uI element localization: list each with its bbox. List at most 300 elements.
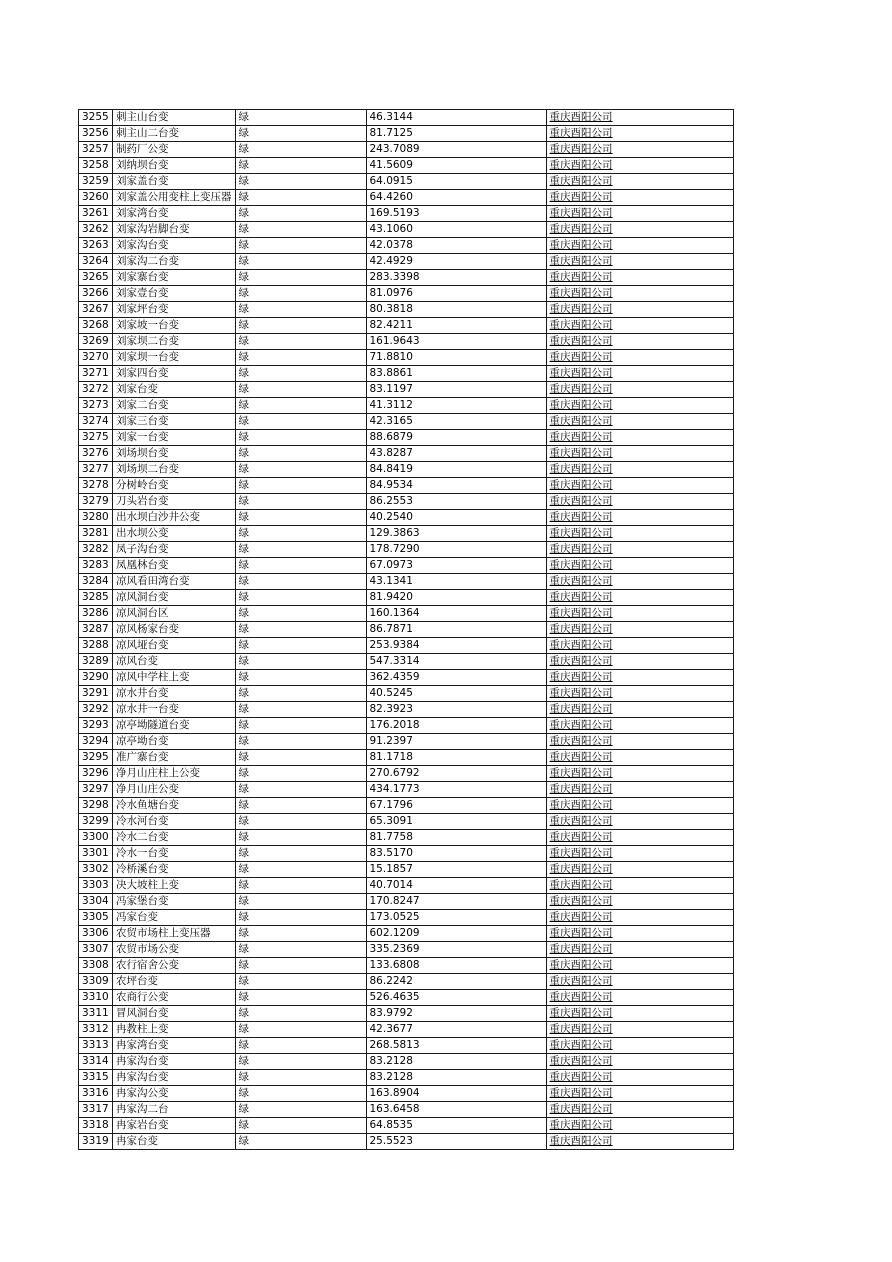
table-row [79, 142, 734, 158]
company-cell: 重庆酉阳公司 [546, 638, 733, 654]
company-cell: 重庆酉阳公司 [546, 1102, 733, 1118]
company-cell: 重庆酉阳公司 [546, 990, 733, 1006]
company-cell: 重庆酉阳公司 [546, 446, 733, 462]
value-cell: 81.1718 [366, 750, 546, 766]
value-cell: 602.1209 [366, 926, 546, 942]
row-id-cell: 3303 [79, 878, 113, 894]
table-row [79, 1086, 734, 1102]
status-cell: 绿 [235, 1038, 366, 1054]
table-row [79, 1118, 734, 1134]
value-cell: 270.6792 [366, 766, 546, 782]
status-cell: 绿 [235, 590, 366, 606]
table-row [79, 382, 734, 398]
table-row [79, 1006, 734, 1022]
status-cell: 绿 [235, 334, 366, 350]
station-name-cell: 刘家坡一台变 [113, 318, 236, 334]
station-name-cell: 农贸市场公变 [113, 942, 236, 958]
station-name-cell: 凤凰林台变 [113, 558, 236, 574]
status-cell: 绿 [235, 222, 366, 238]
value-cell: 283.3398 [366, 270, 546, 286]
company-cell: 重庆酉阳公司 [546, 558, 733, 574]
status-cell: 绿 [235, 158, 366, 174]
station-name-cell: 出水坝公变 [113, 526, 236, 542]
status-cell: 绿 [235, 782, 366, 798]
table-row [79, 350, 734, 366]
table-row [79, 798, 734, 814]
company-cell: 重庆酉阳公司 [546, 254, 733, 270]
row-id-cell: 3270 [79, 350, 113, 366]
status-cell: 绿 [235, 750, 366, 766]
table-row [79, 158, 734, 174]
company-cell: 重庆酉阳公司 [546, 222, 733, 238]
row-id-cell: 3255 [79, 110, 113, 126]
status-cell: 绿 [235, 446, 366, 462]
value-cell: 82.3923 [366, 702, 546, 718]
company-cell: 重庆酉阳公司 [546, 974, 733, 990]
table-row [79, 846, 734, 862]
row-id-cell: 3306 [79, 926, 113, 942]
status-cell: 绿 [235, 398, 366, 414]
row-id-cell: 3273 [79, 398, 113, 414]
station-name-cell: 刘场坝二台变 [113, 462, 236, 478]
value-cell: 253.9384 [366, 638, 546, 654]
value-cell: 65.3091 [366, 814, 546, 830]
station-name-cell: 冉家湾台变 [113, 1038, 236, 1054]
row-id-cell: 3285 [79, 590, 113, 606]
table-row [79, 1038, 734, 1054]
status-cell: 绿 [235, 382, 366, 398]
company-cell: 重庆酉阳公司 [546, 238, 733, 254]
station-name-cell: 冷水一台变 [113, 846, 236, 862]
station-name-cell: 出水坝白沙井公变 [113, 510, 236, 526]
station-name-cell: 冉家岩台变 [113, 1118, 236, 1134]
row-id-cell: 3309 [79, 974, 113, 990]
value-cell: 88.6879 [366, 430, 546, 446]
company-cell: 重庆酉阳公司 [546, 270, 733, 286]
station-name-cell: 冉家沟台变 [113, 1070, 236, 1086]
table-row [79, 1134, 734, 1150]
company-cell: 重庆酉阳公司 [546, 1086, 733, 1102]
table-row [79, 606, 734, 622]
row-id-cell: 3271 [79, 366, 113, 382]
value-cell: 25.5523 [366, 1134, 546, 1150]
station-name-cell: 冷水二台变 [113, 830, 236, 846]
table-row [79, 270, 734, 286]
row-id-cell: 3316 [79, 1086, 113, 1102]
value-cell: 67.0973 [366, 558, 546, 574]
company-cell: 重庆酉阳公司 [546, 302, 733, 318]
station-name-cell: 冷水鱼塘台变 [113, 798, 236, 814]
station-name-cell: 刘家壹台变 [113, 286, 236, 302]
row-id-cell: 3262 [79, 222, 113, 238]
value-cell: 161.9643 [366, 334, 546, 350]
station-name-cell: 刘家沟二台变 [113, 254, 236, 270]
table-row [79, 174, 734, 190]
table-row [79, 558, 734, 574]
station-name-cell: 冉教柱上变 [113, 1022, 236, 1038]
row-id-cell: 3259 [79, 174, 113, 190]
table-row [79, 1102, 734, 1118]
value-cell: 83.1197 [366, 382, 546, 398]
status-cell: 绿 [235, 478, 366, 494]
station-name-cell: 净月山庄公变 [113, 782, 236, 798]
station-name-cell: 凉风中学柱上变 [113, 670, 236, 686]
value-cell: 71.8810 [366, 350, 546, 366]
company-cell: 重庆酉阳公司 [546, 414, 733, 430]
company-cell: 重庆酉阳公司 [546, 814, 733, 830]
table-row [79, 334, 734, 350]
station-name-cell: 刘家坝一台变 [113, 350, 236, 366]
status-cell: 绿 [235, 350, 366, 366]
value-cell: 169.5193 [366, 206, 546, 222]
status-cell: 绿 [235, 942, 366, 958]
company-cell: 重庆酉阳公司 [546, 462, 733, 478]
row-id-cell: 3288 [79, 638, 113, 654]
station-name-cell: 农行宿舍公变 [113, 958, 236, 974]
station-name-cell: 刘家一台变 [113, 430, 236, 446]
table-row [79, 574, 734, 590]
company-cell: 重庆酉阳公司 [546, 350, 733, 366]
company-cell: 重庆酉阳公司 [546, 286, 733, 302]
row-id-cell: 3296 [79, 766, 113, 782]
company-cell: 重庆酉阳公司 [546, 1054, 733, 1070]
company-cell: 重庆酉阳公司 [546, 1022, 733, 1038]
status-cell: 绿 [235, 686, 366, 702]
value-cell: 163.8904 [366, 1086, 546, 1102]
status-cell: 绿 [235, 1070, 366, 1086]
table-row [79, 318, 734, 334]
value-cell: 86.2242 [366, 974, 546, 990]
company-cell: 重庆酉阳公司 [546, 702, 733, 718]
station-name-cell: 刘家三台变 [113, 414, 236, 430]
spreadsheet-table-container [78, 109, 734, 1150]
table-row [79, 686, 734, 702]
value-cell: 64.0915 [366, 174, 546, 190]
table-row [79, 430, 734, 446]
row-id-cell: 3268 [79, 318, 113, 334]
company-cell: 重庆酉阳公司 [546, 1134, 733, 1150]
value-cell: 42.4929 [366, 254, 546, 270]
station-name-cell: 凉水井台变 [113, 686, 236, 702]
status-cell: 绿 [235, 766, 366, 782]
value-cell: 86.2553 [366, 494, 546, 510]
value-cell: 170.8247 [366, 894, 546, 910]
status-cell: 绿 [235, 1086, 366, 1102]
row-id-cell: 3305 [79, 910, 113, 926]
status-cell: 绿 [235, 958, 366, 974]
status-cell: 绿 [235, 462, 366, 478]
status-cell: 绿 [235, 206, 366, 222]
company-cell: 重庆酉阳公司 [546, 926, 733, 942]
table-row [79, 862, 734, 878]
value-cell: 15.1857 [366, 862, 546, 878]
status-cell: 绿 [235, 1054, 366, 1070]
row-id-cell: 3301 [79, 846, 113, 862]
station-name-cell: 刘家坝二台变 [113, 334, 236, 350]
table-row [79, 638, 734, 654]
status-cell: 绿 [235, 318, 366, 334]
status-cell: 绿 [235, 910, 366, 926]
company-cell: 重庆酉阳公司 [546, 878, 733, 894]
status-cell: 绿 [235, 254, 366, 270]
station-name-cell: 冯家堡台变 [113, 894, 236, 910]
status-cell: 绿 [235, 654, 366, 670]
value-cell: 41.3112 [366, 398, 546, 414]
table-row [79, 254, 734, 270]
status-cell: 绿 [235, 1006, 366, 1022]
value-cell: 268.5813 [366, 1038, 546, 1054]
station-name-cell: 凉亭坳隧道台变 [113, 718, 236, 734]
company-cell: 重庆酉阳公司 [546, 126, 733, 142]
table-row [79, 238, 734, 254]
row-id-cell: 3310 [79, 990, 113, 1006]
station-name-cell: 刺主山台变 [113, 110, 236, 126]
company-cell: 重庆酉阳公司 [546, 766, 733, 782]
table-row [79, 942, 734, 958]
company-cell: 重庆酉阳公司 [546, 334, 733, 350]
table-row [79, 110, 734, 126]
station-name-cell: 凉亭坳台变 [113, 734, 236, 750]
row-id-cell: 3263 [79, 238, 113, 254]
value-cell: 67.1796 [366, 798, 546, 814]
row-id-cell: 3282 [79, 542, 113, 558]
table-row [79, 878, 734, 894]
row-id-cell: 3287 [79, 622, 113, 638]
company-cell: 重庆酉阳公司 [546, 158, 733, 174]
row-id-cell: 3284 [79, 574, 113, 590]
table-row [79, 542, 734, 558]
status-cell: 绿 [235, 830, 366, 846]
row-id-cell: 3276 [79, 446, 113, 462]
value-cell: 80.3818 [366, 302, 546, 318]
company-cell: 重庆酉阳公司 [546, 142, 733, 158]
station-name-cell: 刘纳坝台变 [113, 158, 236, 174]
row-id-cell: 3318 [79, 1118, 113, 1134]
status-cell: 绿 [235, 814, 366, 830]
company-cell: 重庆酉阳公司 [546, 478, 733, 494]
row-id-cell: 3277 [79, 462, 113, 478]
station-name-cell: 冉家沟二台 [113, 1102, 236, 1118]
row-id-cell: 3304 [79, 894, 113, 910]
value-cell: 83.2128 [366, 1054, 546, 1070]
station-name-cell: 凤子沟台变 [113, 542, 236, 558]
station-name-cell: 刘家台变 [113, 382, 236, 398]
value-cell: 84.9534 [366, 478, 546, 494]
table-row [79, 590, 734, 606]
station-name-cell: 制药厂公变 [113, 142, 236, 158]
status-cell: 绿 [235, 894, 366, 910]
value-cell: 41.5609 [366, 158, 546, 174]
status-cell: 绿 [235, 878, 366, 894]
row-id-cell: 3289 [79, 654, 113, 670]
station-name-cell: 农贸市场柱上变压器 [113, 926, 236, 942]
company-cell: 重庆酉阳公司 [546, 942, 733, 958]
company-cell: 重庆酉阳公司 [546, 510, 733, 526]
row-id-cell: 3278 [79, 478, 113, 494]
status-cell: 绿 [235, 974, 366, 990]
station-name-cell: 凉风看田湾台变 [113, 574, 236, 590]
value-cell: 64.4260 [366, 190, 546, 206]
row-id-cell: 3298 [79, 798, 113, 814]
company-cell: 重庆酉阳公司 [546, 1118, 733, 1134]
row-id-cell: 3312 [79, 1022, 113, 1038]
value-cell: 176.2018 [366, 718, 546, 734]
row-id-cell: 3297 [79, 782, 113, 798]
row-id-cell: 3267 [79, 302, 113, 318]
station-name-cell: 冯家台变 [113, 910, 236, 926]
table-row [79, 302, 734, 318]
value-cell: 173.0525 [366, 910, 546, 926]
value-cell: 64.8535 [366, 1118, 546, 1134]
station-data-table [78, 109, 734, 1150]
value-cell: 133.6808 [366, 958, 546, 974]
row-id-cell: 3272 [79, 382, 113, 398]
station-name-cell: 刘家沟台变 [113, 238, 236, 254]
station-name-cell: 凉风台变 [113, 654, 236, 670]
table-row [79, 958, 734, 974]
table-row [79, 926, 734, 942]
value-cell: 46.3144 [366, 110, 546, 126]
table-row [79, 462, 734, 478]
company-cell: 重庆酉阳公司 [546, 686, 733, 702]
row-id-cell: 3307 [79, 942, 113, 958]
status-cell: 绿 [235, 190, 366, 206]
value-cell: 81.7758 [366, 830, 546, 846]
company-cell: 重庆酉阳公司 [546, 574, 733, 590]
company-cell: 重庆酉阳公司 [546, 670, 733, 686]
status-cell: 绿 [235, 110, 366, 126]
station-name-cell: 刀头岩台变 [113, 494, 236, 510]
status-cell: 绿 [235, 718, 366, 734]
row-id-cell: 3283 [79, 558, 113, 574]
station-name-cell: 刘场坝台变 [113, 446, 236, 462]
company-cell: 重庆酉阳公司 [546, 1070, 733, 1086]
row-id-cell: 3280 [79, 510, 113, 526]
status-cell: 绿 [235, 174, 366, 190]
station-name-cell: 刘家沟岩脚台变 [113, 222, 236, 238]
row-id-cell: 3257 [79, 142, 113, 158]
value-cell: 42.3165 [366, 414, 546, 430]
company-cell: 重庆酉阳公司 [546, 430, 733, 446]
status-cell: 绿 [235, 270, 366, 286]
station-name-cell: 决大坡柱上变 [113, 878, 236, 894]
row-id-cell: 3290 [79, 670, 113, 686]
status-cell: 绿 [235, 926, 366, 942]
status-cell: 绿 [235, 302, 366, 318]
table-row [79, 894, 734, 910]
company-cell: 重庆酉阳公司 [546, 846, 733, 862]
table-row [79, 190, 734, 206]
value-cell: 42.3677 [366, 1022, 546, 1038]
value-cell: 40.7014 [366, 878, 546, 894]
value-cell: 91.2397 [366, 734, 546, 750]
company-cell: 重庆酉阳公司 [546, 318, 733, 334]
status-cell: 绿 [235, 846, 366, 862]
station-name-cell: 刘家湾台变 [113, 206, 236, 222]
company-cell: 重庆酉阳公司 [546, 830, 733, 846]
table-body [79, 110, 734, 1150]
status-cell: 绿 [235, 558, 366, 574]
value-cell: 547.3314 [366, 654, 546, 670]
row-id-cell: 3279 [79, 494, 113, 510]
table-row [79, 750, 734, 766]
value-cell: 40.2540 [366, 510, 546, 526]
status-cell: 绿 [235, 990, 366, 1006]
station-name-cell: 刘家寨台变 [113, 270, 236, 286]
station-name-cell: 准广寨台变 [113, 750, 236, 766]
company-cell: 重庆酉阳公司 [546, 398, 733, 414]
table-row [79, 510, 734, 526]
value-cell: 81.9420 [366, 590, 546, 606]
table-row [79, 782, 734, 798]
status-cell: 绿 [235, 702, 366, 718]
station-name-cell: 农坪台变 [113, 974, 236, 990]
status-cell: 绿 [235, 1118, 366, 1134]
row-id-cell: 3275 [79, 430, 113, 446]
value-cell: 83.5170 [366, 846, 546, 862]
row-id-cell: 3300 [79, 830, 113, 846]
station-name-cell: 冉家沟台变 [113, 1054, 236, 1070]
station-name-cell: 刘家盖公用变柱上变压器 [113, 190, 236, 206]
table-row [79, 734, 734, 750]
row-id-cell: 3319 [79, 1134, 113, 1150]
company-cell: 重庆酉阳公司 [546, 174, 733, 190]
status-cell: 绿 [235, 526, 366, 542]
row-id-cell: 3295 [79, 750, 113, 766]
station-name-cell: 农商行公变 [113, 990, 236, 1006]
status-cell: 绿 [235, 862, 366, 878]
station-name-cell: 凉风杨家台变 [113, 622, 236, 638]
table-row [79, 718, 734, 734]
table-row [79, 286, 734, 302]
value-cell: 82.4211 [366, 318, 546, 334]
value-cell: 43.1060 [366, 222, 546, 238]
status-cell: 绿 [235, 414, 366, 430]
value-cell: 83.2128 [366, 1070, 546, 1086]
value-cell: 163.6458 [366, 1102, 546, 1118]
table-row [79, 494, 734, 510]
station-name-cell: 凉风垭台变 [113, 638, 236, 654]
status-cell: 绿 [235, 1022, 366, 1038]
row-id-cell: 3292 [79, 702, 113, 718]
table-row [79, 206, 734, 222]
table-row [79, 766, 734, 782]
row-id-cell: 3261 [79, 206, 113, 222]
value-cell: 434.1773 [366, 782, 546, 798]
table-row [79, 126, 734, 142]
table-row [79, 654, 734, 670]
company-cell: 重庆酉阳公司 [546, 750, 733, 766]
value-cell: 81.7125 [366, 126, 546, 142]
table-row [79, 446, 734, 462]
row-id-cell: 3311 [79, 1006, 113, 1022]
status-cell: 绿 [235, 494, 366, 510]
station-name-cell: 净月山庄柱上公变 [113, 766, 236, 782]
table-row [79, 222, 734, 238]
value-cell: 81.0976 [366, 286, 546, 302]
status-cell: 绿 [235, 142, 366, 158]
value-cell: 43.1341 [366, 574, 546, 590]
station-name-cell: 刘家四台变 [113, 366, 236, 382]
company-cell: 重庆酉阳公司 [546, 366, 733, 382]
company-cell: 重庆酉阳公司 [546, 894, 733, 910]
station-name-cell: 刘家二台变 [113, 398, 236, 414]
status-cell: 绿 [235, 734, 366, 750]
status-cell: 绿 [235, 542, 366, 558]
table-row [79, 1022, 734, 1038]
status-cell: 绿 [235, 1102, 366, 1118]
status-cell: 绿 [235, 510, 366, 526]
